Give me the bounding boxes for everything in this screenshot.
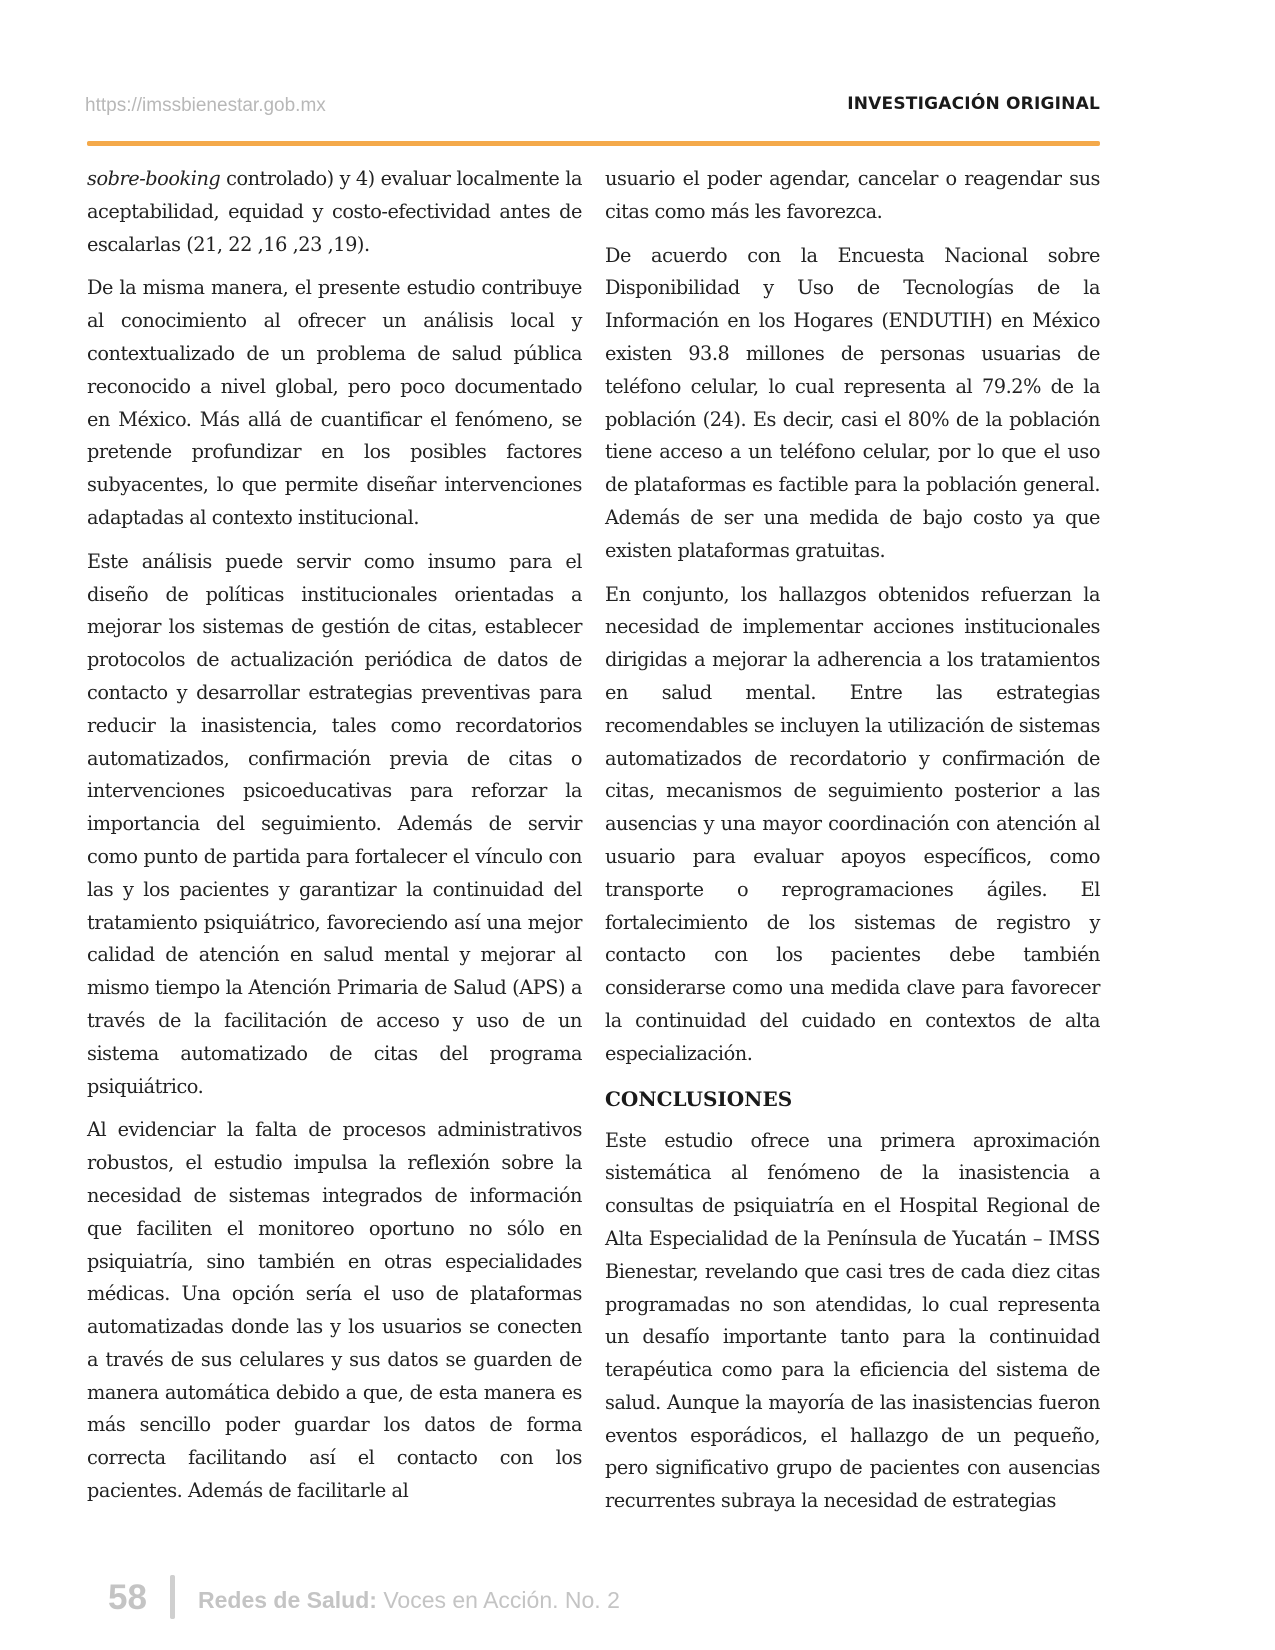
- header-divider: [87, 141, 1100, 146]
- paragraph: De la misma manera, el presente estudio contribuye al conocimiento al ofrecer un análisis local y contextualizado de un problema de salud pública reconocido a nivel global, pero poco documentado en México. Más allá de cuantificar el fenómeno, se pretende profundizar en los posibles factores subyacentes, lo que permite diseñar intervenciones adaptadas al contexto institucional.: [87, 276, 582, 529]
- paragraph: Al evidenciar la falta de procesos administrativos robustos, el estudio impulsa la reflexión sobre la necesidad de sistemas integrados de información que faciliten el monitoreo oportuno no sólo en psiquiatría, sino también en otras especialidades médicas. Una opción sería el uso de plataformas automatizadas donde las y los usuarios se conecten a través de sus celulares y sus datos se guarden de manera automática debido a que, de esta manera es más sencillo poder guardar los datos de forma correcta facilitando así el contacto con los pacientes. Además de facilitarle al: [87, 1118, 582, 1503]
- header-section-label: INVESTIGACIÓN ORIGINAL: [847, 94, 1100, 114]
- italic-term: sobre-booking: [87, 167, 221, 190]
- journal-title: [198, 1587, 620, 1614]
- paragraph-text: controlado) y 4) evaluar localmente la aceptabilidad, equidad y costo-efectividad antes de escalarlas (21, 22 ,16 ,23 ,19).: [87, 167, 582, 256]
- left-column: [87, 163, 582, 1519]
- journal-title-bold: Redes de Salud:: [198, 1587, 377, 1613]
- paragraph: En conjunto, los hallazgos obtenidos refuerzan la necesidad de implementar acciones institucionales dirigidas a mejorar la adherencia a los tratamientos en salud mental. Entre las estrategias recomendables se incluyen la utilización de sistemas automatizados de recordatorio y confirmación de citas, mecanismos de seguimiento posterior a las ausencias y una mayor coordinación con atención al usuario para evaluar apoyos específicos, como transporte o reprogramaciones ágiles. El fortalecimiento de los sistemas de registro y contacto con los pacientes debe también considerarse como una medida clave para favorecer la continuidad del cuidado en contextos de alta especialización.: [605, 582, 1100, 1065]
- section-heading-conclusiones: CONCLUSIONES: [605, 1086, 793, 1111]
- journal-title-rest: Voces en Acción. No. 2: [376, 1587, 620, 1613]
- paragraph: De acuerdo con la Encuesta Nacional sobre Disponibilidad y Uso de Tecnologías de la Información en los Hogares (ENDUTIH) en México existen 93.8 millones de personas usuarias de teléfono celular, lo cual representa al 79.2% de la población (24). Es decir, casi el 80% de la población tiene acceso a un teléfono celular, por lo que el uso de plataformas es factible para la población general. Además de ser una medida de bajo costo ya que existen plataformas gratuitas.: [605, 243, 1100, 562]
- paragraph: Este análisis puede servir como insumo para el diseño de políticas institucionales orientadas a mejorar los sistemas de gestión de citas, establecer protocolos de actualización periódica de datos de contacto y desarrollar estrategias preventivas para reducir la inasistencia, tales como recordatorios automatizados, confirmación previa de citas o intervenciones psicoeducativas para reforzar la importancia del seguimiento. Además de servir como punto de partida para fortalecer el vínculo con las y los pacientes y garantizar la continuidad del tratamiento psiquiátrico, favoreciendo así una mejor calidad de atención en salud mental y mejorar al mismo tiempo la Atención Primaria de Salud (APS) a través de la facilitación de acceso y uso de un sistema automatizado de citas del programa psiquiátrico.: [87, 549, 582, 1098]
- paragraph: usuario el poder agendar, cancelar o reagendar sus citas como más les favorezca.: [605, 167, 1100, 223]
- paragraph: [87, 163, 582, 261]
- paragraph: Este estudio ofrece una primera aproximación sistemática al fenómeno de la inasistencia a consultas de psiquiatría en el Hospital Regional de Alta Especialidad de la Península de Yucatán – IMSS Bienestar, revelando que casi tres de cada diez citas programadas no son atendidas, lo cual representa un desafío importante tanto para la continuidad terapéutica como para la eficiencia del sistema de salud. Aunque la mayoría de las inasistencias fueron eventos esporádicos, el hallazgo de un pequeño, pero significativo grupo de pacientes con ausencias recurrentes subraya la necesidad de estrategias: [605, 1128, 1100, 1513]
- header-url[interactable]: https://imssbienestar.gob.mx: [85, 95, 326, 116]
- footer-divider: [170, 1575, 175, 1619]
- page-number: 58: [108, 1578, 147, 1617]
- right-column: [605, 163, 1100, 1529]
